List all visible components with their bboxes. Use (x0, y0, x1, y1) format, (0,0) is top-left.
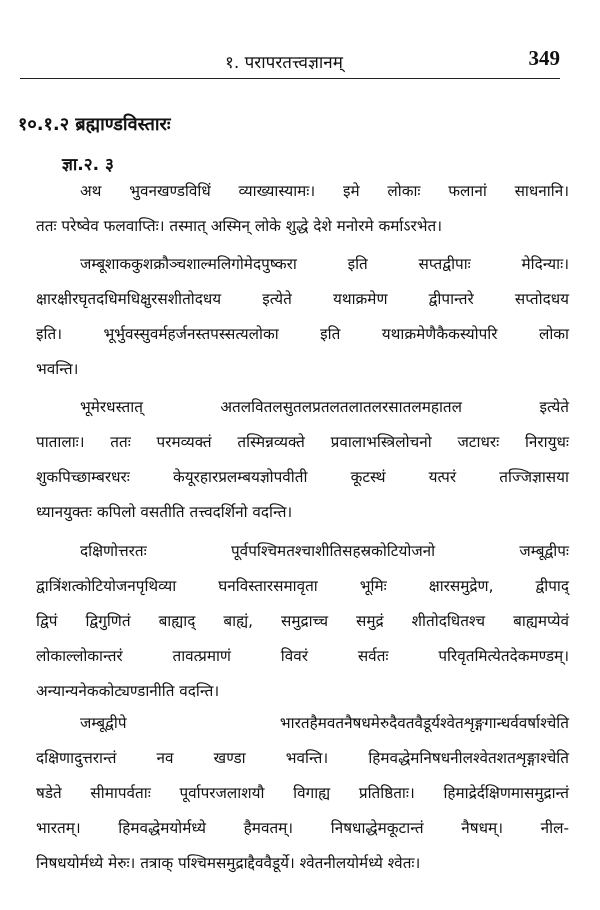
running-head: १. परापरतत्त्वज्ञानम् (225, 53, 343, 73)
text-line: द्वात्रिंशत्कोटियोजनपृथिव्या घनविस्तारसमावृता भूमिः क्षारसमुद्रेण, द्वीपाद् (36, 577, 569, 595)
paragraph-5 (36, 706, 569, 881)
paragraph-2 (36, 247, 569, 387)
page-header (20, 42, 560, 79)
text-line: शुकपिच्छाम्बरधरः केयूरहारप्रलम्बयज्ञोपवीती कूटस्थं यत्परं तज्जिज्ञासया (36, 468, 569, 486)
text-line: अन्यान्यनेककोट्यण्डानीति वदन्ति। (36, 682, 220, 700)
text-line: ततः परेष्वेव फलवाप्तिः। तस्मात् अस्मिन् लोके शुद्धे देशे मनोरमे कर्माऽरभेत। (36, 217, 443, 235)
text-line: दक्षिणोत्तरतः पूर्वपश्चिमतश्चाशीतिसहस्रकोटियोजनो जम्बूद्वीपः (80, 542, 569, 560)
sub-heading: ज्ञा.२. ३ (62, 155, 114, 175)
text-line: ध्यानयुक्तः कपिलो वसतीति तत्त्वदर्शिनो वदन्ति। (36, 503, 293, 521)
page-number: 349 (528, 46, 560, 70)
text-line: भारतम्। हिमवद्धेमयोर्मध्ये हैमवतम्। निषधाद्धेमकूटान्तं नैषधम्। नील- (36, 819, 569, 837)
text-line: पातालाः। ततः परमव्यक्तं तस्मिन्नव्यक्ते प्रवालाभस्त्रिलोचनो जटाधरः निरायुधः (36, 433, 569, 451)
paragraph-1 (36, 174, 569, 244)
paragraph-3 (36, 390, 569, 530)
text-line: द्विपं द्विगुणितं बाह्याद् बाह्यं, समुद्राच्च समुद्रं शीतोदधितश्च बाह्यमप्येवं (36, 612, 569, 630)
text-line: अथ भुवनखण्डविधिं व्याख्यास्यामः। इमे लोकाः फलानां साधनानि। (80, 182, 569, 200)
text-line: जम्बूद्वीपे भारतहैमवतनैषधमेरुदैवतवैडूर्यश्वेतशृङ्गगान्धर्ववर्षाश्चेति (80, 714, 569, 732)
text-line: निषधयोर्मध्ये मेरुः। तत्राक् पश्चिमसमुद्राद्दैववैडूर्ये। श्वेतनीलयोर्मध्ये श्वेतः। (36, 854, 421, 872)
text-line: लोकाल्लोकान्तरं तावत्प्रमाणं विवरं सर्वतः परिवृतमित्येतदेकमण्डम्। (36, 647, 569, 665)
text-line: जम्बूशाककुशक्रौञ्चशाल्मलिगोमेदपुष्करा इति सप्तद्वीपाः मेदिन्याः। (80, 255, 569, 273)
text-line: भवन्ति। (36, 360, 79, 378)
text-line: क्षारक्षीरघृतदधिमधिक्षुरसशीतोदधय इत्येते यथाक्रमेण द्वीपान्तरे सप्तोदधय (36, 290, 569, 308)
paragraph-4 (36, 534, 569, 709)
text-line: दक्षिणादुत्तरान्तं नव खण्डा भवन्ति। हिमवद्धेमनिषधनीलश्वेतशतशृङ्गाश्चेति (36, 749, 569, 767)
text-line: इति। भूर्भुवस्सुवर्महर्जनस्तपस्सत्यलोका इति यथाक्रमेणैकैकस्योपरि लोका (36, 325, 569, 343)
section-heading: १०.१.२ ब्रह्माण्डविस्तारः (18, 114, 171, 135)
text-line: भूमेरधस्तात् अतलवितलसुतलप्रतलतलातलरसातलमहातल इत्येते (80, 398, 569, 416)
text-line: षडेते सीमापर्वताः पूर्वापरजलाशयौ विगाह्य प्रतिष्ठिताः। हिमाद्रेर्दक्षिणमासमुद्रान्तं (36, 784, 569, 802)
